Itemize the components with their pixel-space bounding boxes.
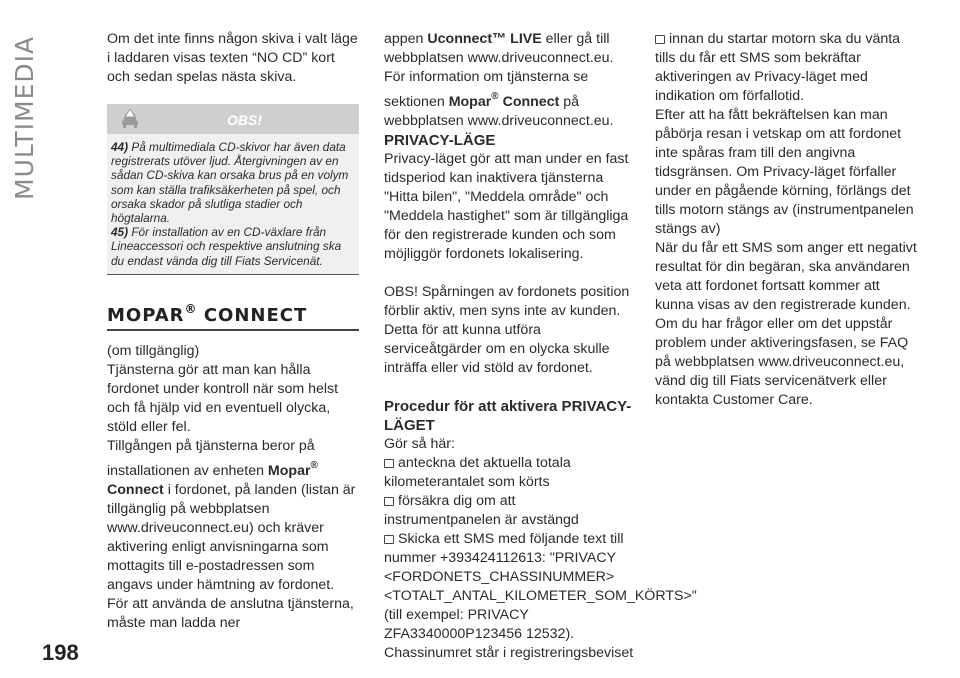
list-item: försäkra dig om att instrumentpanelen är avstängd [384,493,579,528]
list-item: Skicka ett SMS med följande text till nummer +393424112613: "PRIVACY <FORDONETS_CHASSINUMMER> <TOTALT_ANTAL_KILOMETER_SOM_KÖRTS>" (till exempel: PRIVACY ZFA3340000P123456 12532). Chassinumret står i registreringsbeviset [384,531,697,661]
note-number: 45) [111,225,129,240]
checkbox-bullet-icon [384,497,394,506]
page-number: 198 [42,640,79,665]
paragraph: Privacy-läget gör att man under en fast tidsperiod kan inaktivera tjänsterna "Hitta bilen", "Meddela område" och "Meddela hastighet" som är tillgängliga för den registrerade kunden och som möjliggör fordonets lokalisering. [384,151,629,262]
checkbox-bullet-icon [384,535,394,544]
paragraph: OBS! Spårningen av fordonets position förblir aktiv, men syns inte av kunden. Detta för att kunna utföra serviceåtgärder om en olycka skulle inträffa eller vid stöld av fordonet. [384,284,630,376]
checkbox-bullet-icon [384,459,394,468]
note-number: 44) [111,140,129,154]
obs-note-box [107,104,359,275]
checkbox-bullet-icon [655,35,665,44]
subheading: Procedur för att aktivera PRIVACY-LÄGET [384,398,632,434]
brand-name: Uconnect™ LIVE [427,31,542,47]
list-item: innan du startar motorn ska du vänta tills du får ett SMS som bekräftar aktiveringen av Privacy-läget med indikation om förfallotid. [655,31,901,104]
paragraph: För information om tjänsterna se sektionen Mopar® Connect på webbplatsen www.driveuconnect.eu. [384,69,614,129]
brand-name: Mopar® Connect [107,459,318,498]
note-text: För installation av en CD-växlare från Lineaccessori och respektive anslutning ska du endast vända dig till Fiats Servicenät. [111,225,342,268]
paragraph: Tillgången på tjänsterna beror på installationen av enheten Mopar® Connect i fordonet, på landen (listan är tillgänglig på webbplatsen www.driveuconnect.eu) och kräver aktivering enligt anvisningarna som mottagits till e-postadressen som angavs under hämtning av fordonet. [107,437,356,593]
paragraph: Efter att ha fått bekräftelsen kan man påbörja resan i vetskap om att fordonet inte spåras fram till den angivna tidsgränsen. Om Privacy-läget förfaller under en pågående körning, förlängs det tills motorn stängs av (instrumentpanelen stängs av) [655,107,914,237]
paragraph: Om du har frågor eller om det uppstår problem under aktiveringsfasen, se FAQ på webbplatsen www.driveuconnect.eu, vänd dig till Fiats servicenätverk eller kontakta Customer Care. [655,316,909,408]
paragraph: När du får ett SMS som anger ett negativt resultat för din begäran, ska användaren veta att fordonet fortsatt kommer att kunna visas av den registrerade kunden. [655,240,917,313]
column-3 [655,30,917,410]
section-heading: MOPAR® CONNECT [107,300,359,331]
column-1 [107,30,359,633]
obs-body [107,134,359,268]
subheading: PRIVACY-LÄGE [384,132,496,149]
column-2 [384,30,697,663]
list-item: anteckna det aktuella totala kilometerantalet som körts [384,455,571,490]
obs-header [107,104,359,134]
paragraph: Gör så här: [384,436,455,452]
section-label: MULTIMEDIA [10,35,39,200]
paragraph: (om tillgänglig) [107,342,200,359]
brand-name: Mopar® Connect [448,91,560,110]
intro-paragraph: Om det inte finns någon skiva i valt läge i laddaren visas texten “NO CD” kort och sedan spelas nästa skiva. [107,31,358,85]
section-side-title [10,30,80,200]
obs-title: OBS! [227,112,262,128]
paragraph: För att använda de anslutna tjänsterna, måste man ladda ner [107,595,354,631]
paragraph: appen Uconnect™ LIVE eller gå till webbplatsen www.driveuconnect.eu. [384,31,614,66]
paragraph: Tjänsterna gör att man kan hålla fordonet under kontroll när som helst och få hjälp vid en eventuell olycka, stöld eller fel. [107,361,339,435]
note-text: På multimediala CD-skivor har även data registrerats utöver ljud. Återgivningen av en sådan CD-skiva kan orsaka brus på en volym som kan ställa trafiksäkerheten på spel, och orsaka skador på slutliga stadier och högtalarna. [111,140,349,226]
car-warning-icon [119,109,141,129]
